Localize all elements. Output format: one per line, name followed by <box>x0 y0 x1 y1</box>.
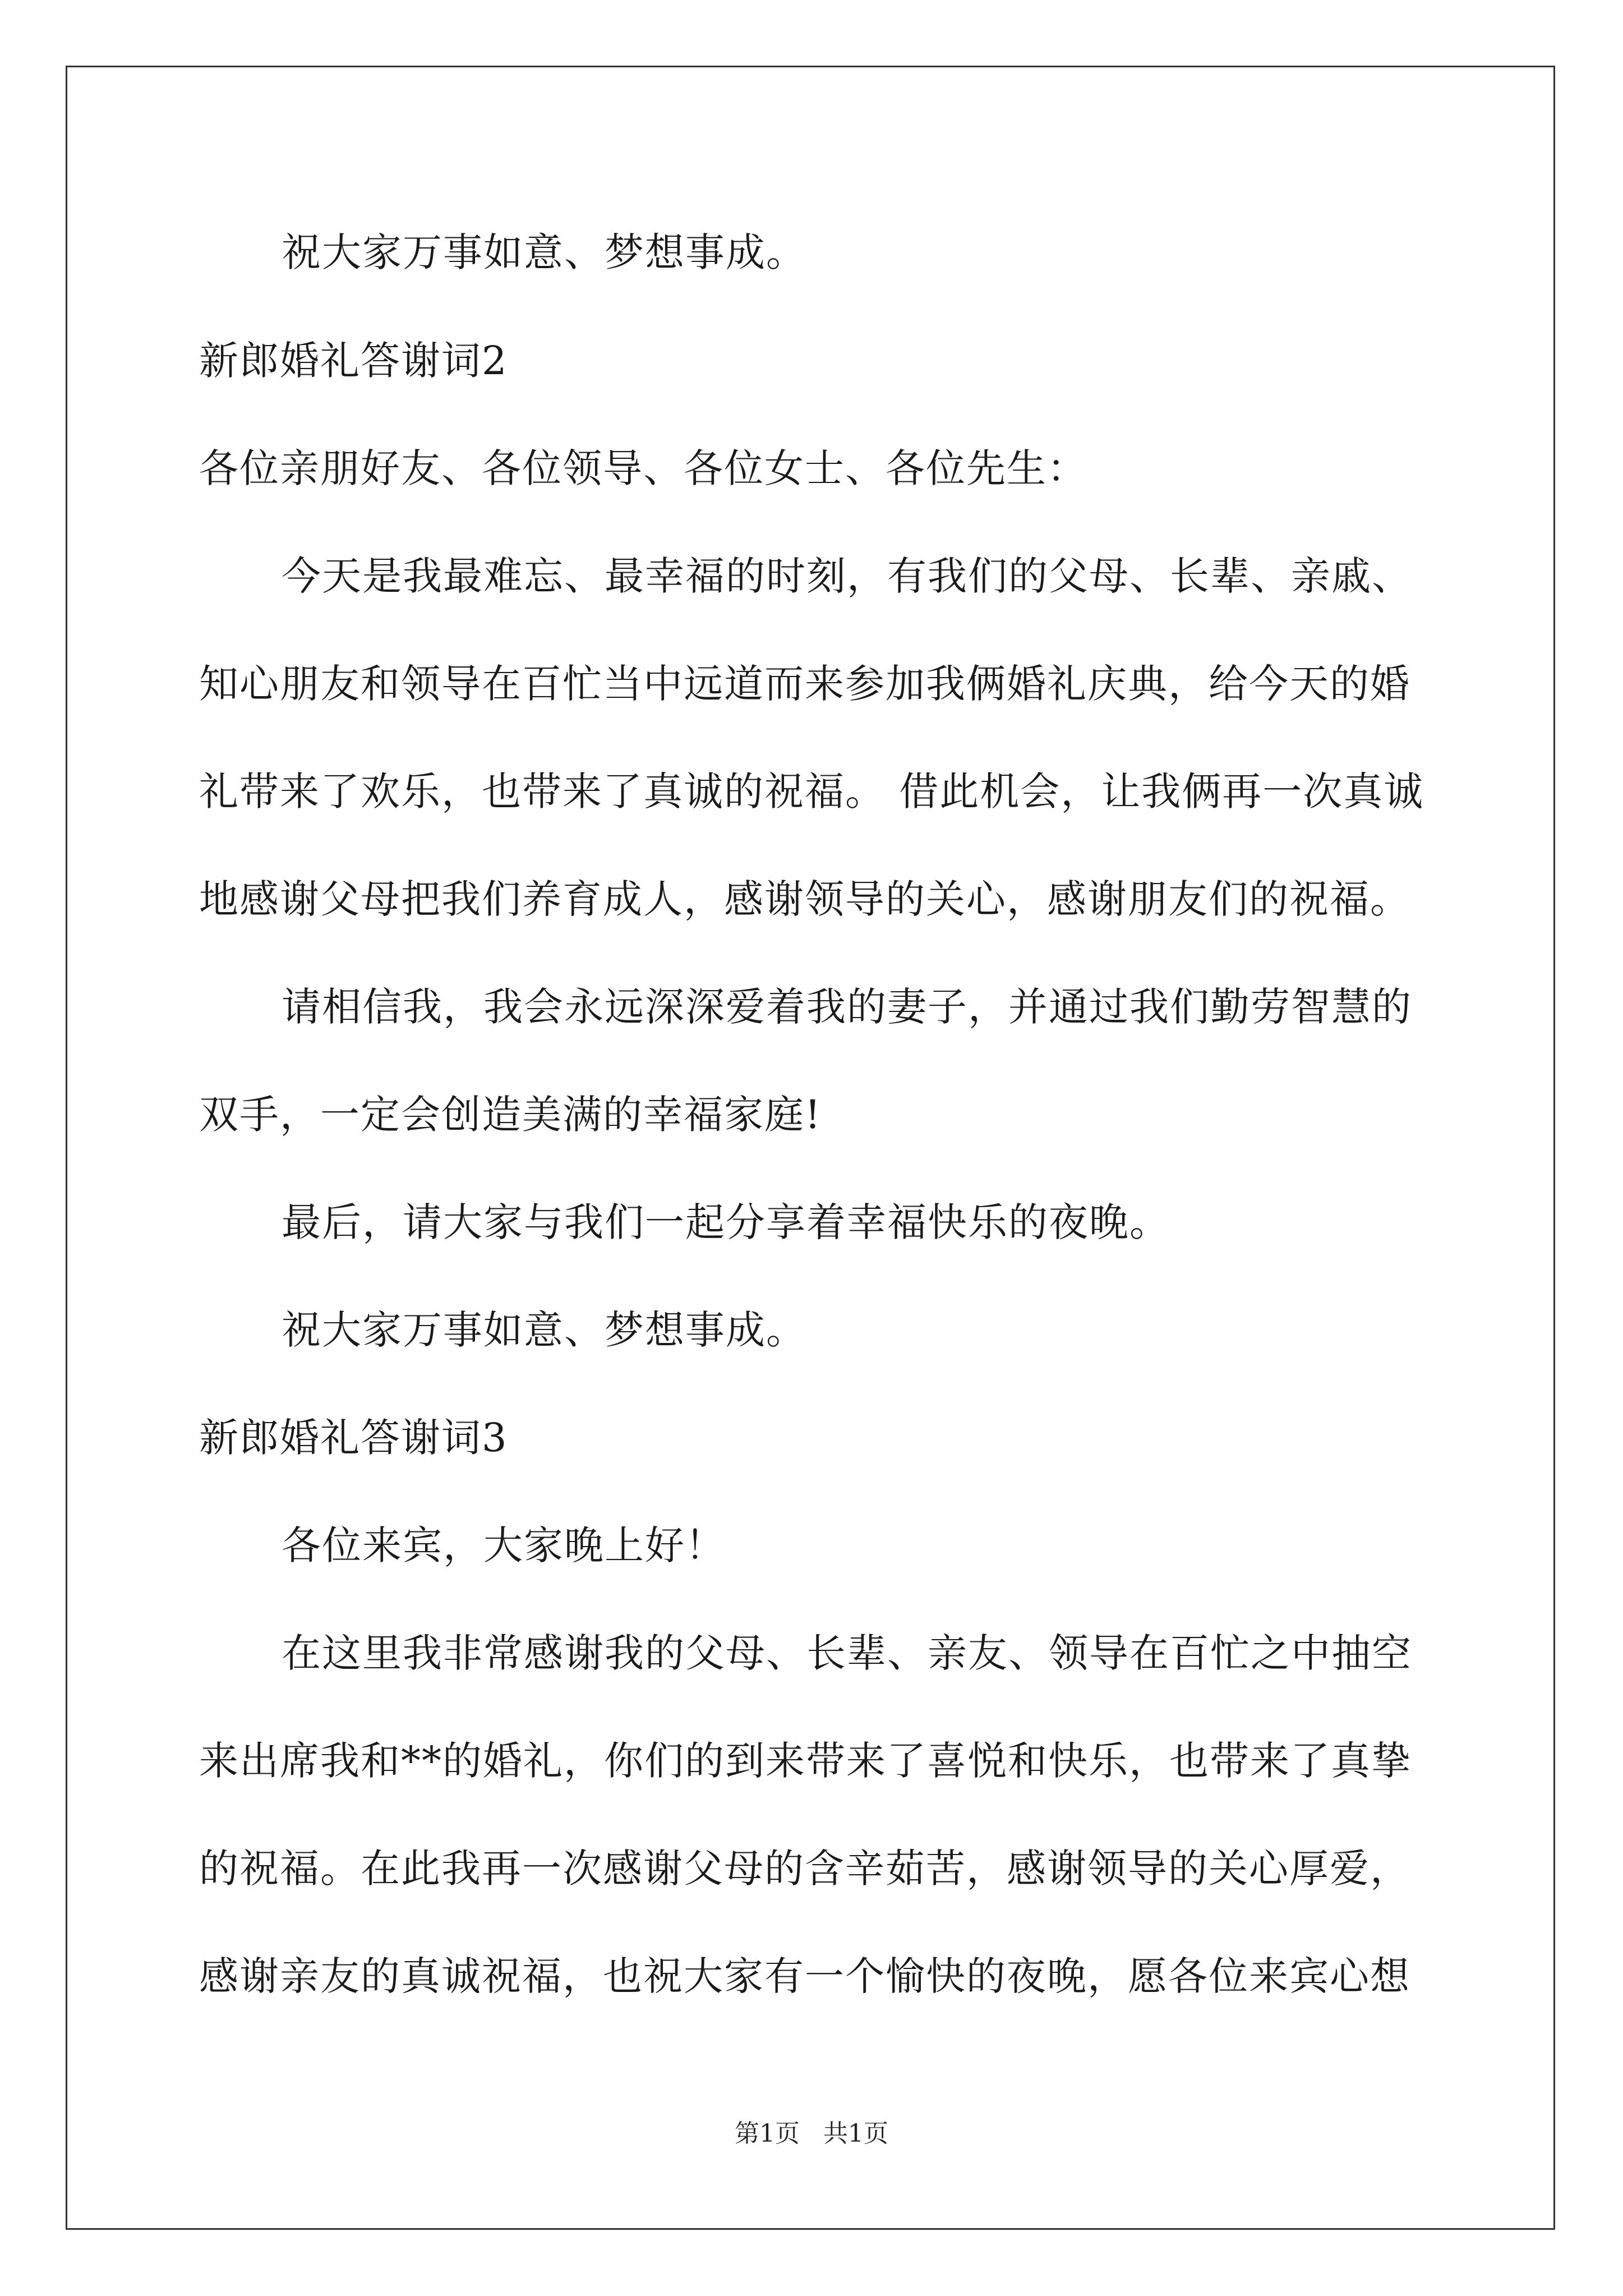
page-border <box>66 66 1555 2230</box>
paragraph-line: 地感谢父母把我们养育成人，感谢领导的关心，感谢朋友们的祝福。 <box>199 876 1410 922</box>
paragraph-line: 今天是我最难忘、最幸福的时刻，有我们的父母、长辈、亲戚、 <box>282 553 1412 599</box>
paragraph-line: 来出席我和**的婚礼，你们的到来带来了喜悦和快乐，也带来了真挚 <box>199 1738 1412 1784</box>
paragraph-line: 的祝福。在此我再一次感谢父母的含辛茹苦，感谢领导的关心厚爱， <box>199 1846 1410 1892</box>
section-heading: 新郎婚礼答谢词2 <box>199 338 508 384</box>
section-heading: 新郎婚礼答谢词3 <box>199 1415 508 1461</box>
paragraph-line: 礼带来了欢乐，也带来了真诚的祝福。 借此机会，让我俩再一次真诚 <box>199 769 1424 815</box>
paragraph-line: 请相信我，我会永远深深爱着我的妻子，并通过我们勤劳智慧的 <box>282 984 1412 1030</box>
paragraph-line: 感谢亲友的真诚祝福，也祝大家有一个愉快的夜晚，愿各位来宾心想 <box>199 1953 1410 1999</box>
paragraph-line: 祝大家万事如意、梦想事成。 <box>282 1307 806 1353</box>
paragraph-line: 知心朋友和领导在百忙当中远道而来参加我俩婚礼庆典，给今天的婚 <box>199 661 1410 707</box>
salutation-line: 各位来宾，大家晚上好！ <box>282 1522 726 1568</box>
page-number-footer: 第1页 共1页 <box>735 2119 888 2148</box>
paragraph-line: 在这里我非常感谢我的父母、长辈、亲友、领导在百忙之中抽空 <box>282 1630 1412 1676</box>
paragraph-line: 双手，一定会创造美满的幸福家庭! <box>199 1092 822 1138</box>
salutation-line: 各位亲朋好友、各位领导、各位女士、各位先生： <box>199 445 1087 491</box>
paragraph-line: 最后，请大家与我们一起分享着幸福快乐的夜晚。 <box>282 1199 1170 1245</box>
paragraph-line: 祝大家万事如意、梦想事成。 <box>282 229 806 275</box>
